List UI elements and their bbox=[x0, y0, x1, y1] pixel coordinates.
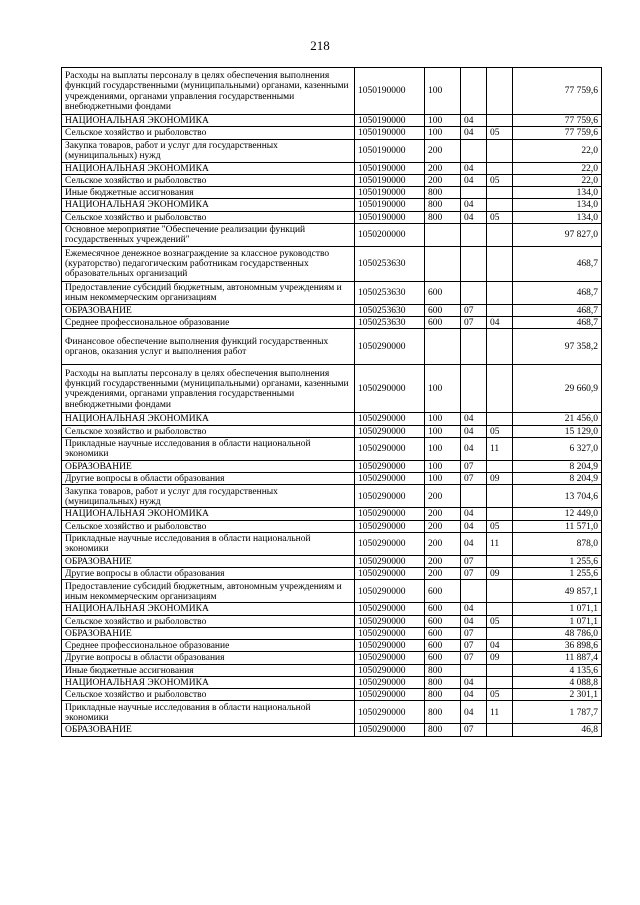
row-expense-type-cell: 800 bbox=[425, 664, 461, 676]
row-target-code-cell: 1050190000 bbox=[355, 187, 425, 199]
row-target-code-cell: 1050290000 bbox=[355, 724, 425, 736]
row-section-cell bbox=[461, 246, 487, 281]
row-section-cell: 07 bbox=[461, 627, 487, 639]
row-target-code-cell: 1050200000 bbox=[355, 223, 425, 246]
row-target-code-cell: 1050290000 bbox=[355, 580, 425, 603]
row-expense-type-cell: 600 bbox=[425, 281, 461, 304]
row-target-code-cell: 1050290000 bbox=[355, 532, 425, 555]
row-target-code-cell: 1050290000 bbox=[355, 520, 425, 532]
budget-table-body bbox=[62, 68, 602, 737]
row-section-cell: 04 bbox=[461, 689, 487, 701]
row-section-cell: 04 bbox=[461, 413, 487, 425]
row-target-code-cell: 1050190000 bbox=[355, 127, 425, 139]
row-name-cell: ОБРАЗОВАНИЕ bbox=[62, 555, 355, 567]
row-subsection-cell: 05 bbox=[487, 520, 513, 532]
row-amount-cell: 48 786,0 bbox=[513, 627, 602, 639]
row-subsection-cell bbox=[487, 603, 513, 615]
row-name-cell: Сельское хозяйство и рыболовство bbox=[62, 174, 355, 186]
row-name-cell: Сельское хозяйство и рыболовство bbox=[62, 615, 355, 627]
row-subsection-cell: 11 bbox=[487, 701, 513, 724]
row-subsection-cell bbox=[487, 246, 513, 281]
row-amount-cell: 468,7 bbox=[513, 304, 602, 316]
row-section-cell bbox=[461, 580, 487, 603]
table-row bbox=[62, 115, 602, 127]
row-expense-type-cell: 800 bbox=[425, 724, 461, 736]
row-section-cell: 04 bbox=[461, 127, 487, 139]
table-row bbox=[62, 329, 602, 365]
row-target-code-cell: 1050190000 bbox=[355, 162, 425, 174]
row-section-cell bbox=[461, 664, 487, 676]
row-section-cell: 04 bbox=[461, 532, 487, 555]
row-subsection-cell bbox=[487, 580, 513, 603]
row-subsection-cell bbox=[487, 413, 513, 425]
table-row bbox=[62, 627, 602, 639]
table-row bbox=[62, 615, 602, 627]
row-name-cell: Прикладные научные исследования в области национальной экономики bbox=[62, 532, 355, 555]
row-name-cell: Сельское хозяйство и рыболовство bbox=[62, 211, 355, 223]
row-section-cell: 07 bbox=[461, 304, 487, 316]
row-section-cell bbox=[461, 281, 487, 304]
row-target-code-cell: 1050290000 bbox=[355, 627, 425, 639]
row-name-cell: НАЦИОНАЛЬНАЯ ЭКОНОМИКА bbox=[62, 162, 355, 174]
row-name-cell: НАЦИОНАЛЬНАЯ ЭКОНОМИКА bbox=[62, 199, 355, 211]
row-name-cell: ОБРАЗОВАНИЕ bbox=[62, 627, 355, 639]
row-name-cell: ОБРАЗОВАНИЕ bbox=[62, 724, 355, 736]
table-row bbox=[62, 174, 602, 186]
row-name-cell: Расходы на выплаты персоналу в целях обеспечения выполнения функций государственными (муниципальными) органами, казенными учреждениями, органами управления государственными внебюджетными фондами bbox=[62, 68, 355, 115]
row-expense-type-cell bbox=[425, 246, 461, 281]
table-row bbox=[62, 317, 602, 329]
row-target-code-cell: 1050290000 bbox=[355, 365, 425, 413]
page-number: 218 bbox=[310, 38, 330, 53]
row-subsection-cell bbox=[487, 187, 513, 199]
row-expense-type-cell: 600 bbox=[425, 640, 461, 652]
row-name-cell: НАЦИОНАЛЬНАЯ ЭКОНОМИКА bbox=[62, 603, 355, 615]
row-target-code-cell: 1050290000 bbox=[355, 676, 425, 688]
row-amount-cell: 36 898,6 bbox=[513, 640, 602, 652]
row-section-cell: 04 bbox=[461, 508, 487, 520]
row-expense-type-cell: 600 bbox=[425, 603, 461, 615]
row-target-code-cell: 1050290000 bbox=[355, 603, 425, 615]
table-row bbox=[62, 640, 602, 652]
row-amount-cell: 134,0 bbox=[513, 187, 602, 199]
row-name-cell: НАЦИОНАЛЬНАЯ ЭКОНОМИКА bbox=[62, 508, 355, 520]
row-amount-cell: 49 857,1 bbox=[513, 580, 602, 603]
row-expense-type-cell: 600 bbox=[425, 615, 461, 627]
row-subsection-cell: 09 bbox=[487, 568, 513, 580]
table-row bbox=[62, 425, 602, 437]
table-row bbox=[62, 437, 602, 460]
table-row bbox=[62, 473, 602, 485]
row-target-code-cell: 1050253630 bbox=[355, 246, 425, 281]
row-name-cell: ОБРАЗОВАНИЕ bbox=[62, 304, 355, 316]
row-section-cell bbox=[461, 68, 487, 115]
row-section-cell bbox=[461, 139, 487, 162]
row-subsection-cell bbox=[487, 223, 513, 246]
table-row bbox=[62, 162, 602, 174]
row-amount-cell: 134,0 bbox=[513, 211, 602, 223]
row-amount-cell: 468,7 bbox=[513, 281, 602, 304]
row-expense-type-cell: 200 bbox=[425, 568, 461, 580]
row-name-cell: НАЦИОНАЛЬНАЯ ЭКОНОМИКА bbox=[62, 115, 355, 127]
row-expense-type-cell: 200 bbox=[425, 139, 461, 162]
row-section-cell bbox=[461, 365, 487, 413]
row-section-cell: 07 bbox=[461, 555, 487, 567]
row-name-cell: Другие вопросы в области образования bbox=[62, 568, 355, 580]
row-amount-cell: 77 759,6 bbox=[513, 115, 602, 127]
row-name-cell: Закупка товаров, работ и услуг для государственных (муниципальных) нужд bbox=[62, 485, 355, 508]
row-target-code-cell: 1050290000 bbox=[355, 640, 425, 652]
row-amount-cell: 1 255,6 bbox=[513, 555, 602, 567]
row-target-code-cell: 1050190000 bbox=[355, 199, 425, 211]
row-section-cell bbox=[461, 223, 487, 246]
row-amount-cell: 4 088,8 bbox=[513, 676, 602, 688]
row-subsection-cell bbox=[487, 304, 513, 316]
row-section-cell: 07 bbox=[461, 652, 487, 664]
row-name-cell: НАЦИОНАЛЬНАЯ ЭКОНОМИКА bbox=[62, 676, 355, 688]
row-expense-type-cell: 800 bbox=[425, 199, 461, 211]
row-amount-cell: 134,0 bbox=[513, 199, 602, 211]
row-section-cell: 04 bbox=[461, 676, 487, 688]
row-subsection-cell: 05 bbox=[487, 425, 513, 437]
row-amount-cell: 22,0 bbox=[513, 139, 602, 162]
row-subsection-cell bbox=[487, 724, 513, 736]
row-subsection-cell bbox=[487, 139, 513, 162]
table-row bbox=[62, 139, 602, 162]
row-amount-cell: 11 571,0 bbox=[513, 520, 602, 532]
row-name-cell: Среднее профессиональное образование bbox=[62, 640, 355, 652]
row-name-cell: Иные бюджетные ассигнования bbox=[62, 664, 355, 676]
row-subsection-cell: 09 bbox=[487, 473, 513, 485]
row-name-cell: Иные бюджетные ассигнования bbox=[62, 187, 355, 199]
row-amount-cell: 468,7 bbox=[513, 246, 602, 281]
row-expense-type-cell bbox=[425, 329, 461, 365]
row-subsection-cell: 04 bbox=[487, 317, 513, 329]
row-target-code-cell: 1050253630 bbox=[355, 304, 425, 316]
row-expense-type-cell: 100 bbox=[425, 437, 461, 460]
row-subsection-cell bbox=[487, 329, 513, 365]
table-row bbox=[62, 246, 602, 281]
row-section-cell: 07 bbox=[461, 317, 487, 329]
row-subsection-cell: 04 bbox=[487, 640, 513, 652]
row-expense-type-cell: 800 bbox=[425, 187, 461, 199]
table-row bbox=[62, 127, 602, 139]
row-subsection-cell bbox=[487, 68, 513, 115]
row-amount-cell: 1 787,7 bbox=[513, 701, 602, 724]
table-row bbox=[62, 555, 602, 567]
row-amount-cell: 11 887,4 bbox=[513, 652, 602, 664]
row-target-code-cell: 1050190000 bbox=[355, 211, 425, 223]
row-name-cell: НАЦИОНАЛЬНАЯ ЭКОНОМИКА bbox=[62, 413, 355, 425]
row-target-code-cell: 1050190000 bbox=[355, 174, 425, 186]
row-section-cell bbox=[461, 485, 487, 508]
table-row bbox=[62, 211, 602, 223]
table-row bbox=[62, 223, 602, 246]
table-row bbox=[62, 676, 602, 688]
row-expense-type-cell: 200 bbox=[425, 532, 461, 555]
row-expense-type-cell: 800 bbox=[425, 211, 461, 223]
row-target-code-cell: 1050290000 bbox=[355, 413, 425, 425]
row-section-cell: 04 bbox=[461, 615, 487, 627]
row-subsection-cell: 11 bbox=[487, 532, 513, 555]
row-expense-type-cell: 100 bbox=[425, 115, 461, 127]
row-expense-type-cell: 100 bbox=[425, 473, 461, 485]
row-amount-cell: 21 456,0 bbox=[513, 413, 602, 425]
table-row bbox=[62, 664, 602, 676]
row-expense-type-cell: 800 bbox=[425, 689, 461, 701]
row-name-cell: Сельское хозяйство и рыболовство bbox=[62, 689, 355, 701]
table-row bbox=[62, 701, 602, 724]
row-target-code-cell: 1050290000 bbox=[355, 329, 425, 365]
row-amount-cell: 77 759,6 bbox=[513, 127, 602, 139]
row-expense-type-cell: 200 bbox=[425, 162, 461, 174]
row-subsection-cell bbox=[487, 365, 513, 413]
row-subsection-cell bbox=[487, 676, 513, 688]
row-target-code-cell: 1050290000 bbox=[355, 652, 425, 664]
table-row bbox=[62, 568, 602, 580]
row-section-cell: 04 bbox=[461, 437, 487, 460]
row-expense-type-cell: 600 bbox=[425, 580, 461, 603]
row-expense-type-cell: 100 bbox=[425, 127, 461, 139]
row-subsection-cell: 11 bbox=[487, 437, 513, 460]
row-amount-cell: 4 135,6 bbox=[513, 664, 602, 676]
table-row bbox=[62, 199, 602, 211]
row-section-cell: 07 bbox=[461, 724, 487, 736]
row-section-cell: 04 bbox=[461, 174, 487, 186]
row-subsection-cell bbox=[487, 281, 513, 304]
row-target-code-cell: 1050253630 bbox=[355, 317, 425, 329]
table-row bbox=[62, 365, 602, 413]
row-expense-type-cell: 800 bbox=[425, 701, 461, 724]
row-name-cell: Сельское хозяйство и рыболовство bbox=[62, 425, 355, 437]
row-subsection-cell: 05 bbox=[487, 127, 513, 139]
row-expense-type-cell: 100 bbox=[425, 413, 461, 425]
row-amount-cell: 8 204,9 bbox=[513, 473, 602, 485]
row-target-code-cell: 1050290000 bbox=[355, 508, 425, 520]
row-section-cell: 04 bbox=[461, 603, 487, 615]
row-expense-type-cell: 800 bbox=[425, 676, 461, 688]
row-amount-cell: 29 660,9 bbox=[513, 365, 602, 413]
row-section-cell: 07 bbox=[461, 473, 487, 485]
row-name-cell: Среднее профессиональное образование bbox=[62, 317, 355, 329]
row-subsection-cell bbox=[487, 162, 513, 174]
row-expense-type-cell: 100 bbox=[425, 365, 461, 413]
table-row bbox=[62, 508, 602, 520]
row-target-code-cell: 1050290000 bbox=[355, 485, 425, 508]
row-subsection-cell: 09 bbox=[487, 652, 513, 664]
row-subsection-cell bbox=[487, 627, 513, 639]
row-amount-cell: 22,0 bbox=[513, 162, 602, 174]
table-row bbox=[62, 485, 602, 508]
row-target-code-cell: 1050290000 bbox=[355, 473, 425, 485]
row-section-cell: 04 bbox=[461, 199, 487, 211]
row-target-code-cell: 1050290000 bbox=[355, 701, 425, 724]
row-name-cell: Сельское хозяйство и рыболовство bbox=[62, 520, 355, 532]
row-section-cell: 04 bbox=[461, 115, 487, 127]
row-expense-type-cell: 600 bbox=[425, 304, 461, 316]
row-name-cell: Другие вопросы в области образования bbox=[62, 473, 355, 485]
row-name-cell: Другие вопросы в области образования bbox=[62, 652, 355, 664]
row-name-cell: Расходы на выплаты персоналу в целях обеспечения выполнения функций государственными (муниципальными) органами, казенными учреждениями, органами управления государственными внебюджетными фондами bbox=[62, 365, 355, 413]
row-subsection-cell bbox=[487, 508, 513, 520]
row-expense-type-cell: 600 bbox=[425, 627, 461, 639]
row-expense-type-cell: 100 bbox=[425, 460, 461, 472]
row-name-cell: Финансовое обеспечение выполнения функций государственных органов, оказания услуг и выполнения работ bbox=[62, 329, 355, 365]
row-subsection-cell bbox=[487, 555, 513, 567]
row-section-cell bbox=[461, 187, 487, 199]
row-name-cell: Прикладные научные исследования в области национальной экономики bbox=[62, 701, 355, 724]
row-subsection-cell bbox=[487, 664, 513, 676]
row-target-code-cell: 1050190000 bbox=[355, 115, 425, 127]
row-expense-type-cell: 200 bbox=[425, 520, 461, 532]
row-amount-cell: 46,8 bbox=[513, 724, 602, 736]
row-target-code-cell: 1050290000 bbox=[355, 460, 425, 472]
table-row bbox=[62, 689, 602, 701]
row-amount-cell: 1 255,6 bbox=[513, 568, 602, 580]
row-expense-type-cell: 200 bbox=[425, 555, 461, 567]
row-target-code-cell: 1050290000 bbox=[355, 615, 425, 627]
table-row bbox=[62, 460, 602, 472]
row-amount-cell: 13 704,6 bbox=[513, 485, 602, 508]
row-section-cell: 07 bbox=[461, 640, 487, 652]
table-row bbox=[62, 724, 602, 736]
row-amount-cell: 878,0 bbox=[513, 532, 602, 555]
row-target-code-cell: 1050253630 bbox=[355, 281, 425, 304]
row-target-code-cell: 1050290000 bbox=[355, 555, 425, 567]
row-subsection-cell bbox=[487, 460, 513, 472]
row-amount-cell: 6 327,0 bbox=[513, 437, 602, 460]
row-amount-cell: 97 358,2 bbox=[513, 329, 602, 365]
row-name-cell: Ежемесячное денежное вознаграждение за классное руководство (кураторство) педагогическим работникам государственных образовательных организаций bbox=[62, 246, 355, 281]
row-section-cell: 07 bbox=[461, 460, 487, 472]
row-section-cell: 04 bbox=[461, 520, 487, 532]
row-target-code-cell: 1050190000 bbox=[355, 68, 425, 115]
table-row bbox=[62, 603, 602, 615]
row-expense-type-cell: 200 bbox=[425, 485, 461, 508]
row-subsection-cell: 05 bbox=[487, 174, 513, 186]
row-amount-cell: 1 071,1 bbox=[513, 615, 602, 627]
row-expense-type-cell: 100 bbox=[425, 68, 461, 115]
row-target-code-cell: 1050290000 bbox=[355, 568, 425, 580]
row-amount-cell: 12 449,0 bbox=[513, 508, 602, 520]
row-expense-type-cell: 100 bbox=[425, 425, 461, 437]
row-amount-cell: 97 827,0 bbox=[513, 223, 602, 246]
table-row bbox=[62, 304, 602, 316]
row-amount-cell: 8 204,9 bbox=[513, 460, 602, 472]
row-section-cell: 04 bbox=[461, 701, 487, 724]
row-expense-type-cell: 200 bbox=[425, 508, 461, 520]
row-section-cell bbox=[461, 329, 487, 365]
row-name-cell: Прикладные научные исследования в области национальной экономики bbox=[62, 437, 355, 460]
table-row bbox=[62, 413, 602, 425]
table-row bbox=[62, 68, 602, 115]
row-target-code-cell: 1050290000 bbox=[355, 689, 425, 701]
row-subsection-cell bbox=[487, 115, 513, 127]
table-row bbox=[62, 652, 602, 664]
row-expense-type-cell: 600 bbox=[425, 317, 461, 329]
row-amount-cell: 77 759,6 bbox=[513, 68, 602, 115]
row-section-cell: 07 bbox=[461, 568, 487, 580]
row-expense-type-cell: 600 bbox=[425, 652, 461, 664]
row-amount-cell: 15 129,0 bbox=[513, 425, 602, 437]
row-target-code-cell: 1050290000 bbox=[355, 437, 425, 460]
row-amount-cell: 2 301,1 bbox=[513, 689, 602, 701]
row-amount-cell: 468,7 bbox=[513, 317, 602, 329]
row-expense-type-cell bbox=[425, 223, 461, 246]
row-subsection-cell: 05 bbox=[487, 211, 513, 223]
row-target-code-cell: 1050190000 bbox=[355, 139, 425, 162]
row-name-cell: Предоставление субсидий бюджетным, автономным учреждениям и иным некоммерческим организациям bbox=[62, 281, 355, 304]
row-subsection-cell: 05 bbox=[487, 689, 513, 701]
row-name-cell: ОБРАЗОВАНИЕ bbox=[62, 460, 355, 472]
budget-table bbox=[61, 67, 602, 737]
table-row bbox=[62, 580, 602, 603]
row-target-code-cell: 1050290000 bbox=[355, 425, 425, 437]
row-amount-cell: 22,0 bbox=[513, 174, 602, 186]
row-expense-type-cell: 200 bbox=[425, 174, 461, 186]
row-section-cell: 04 bbox=[461, 162, 487, 174]
table-row bbox=[62, 281, 602, 304]
row-target-code-cell: 1050290000 bbox=[355, 664, 425, 676]
row-name-cell: Предоставление субсидий бюджетным, автономным учреждениям и иным некоммерческим организациям bbox=[62, 580, 355, 603]
row-subsection-cell bbox=[487, 199, 513, 211]
table-row bbox=[62, 532, 602, 555]
row-section-cell: 04 bbox=[461, 211, 487, 223]
row-name-cell: Закупка товаров, работ и услуг для государственных (муниципальных) нужд bbox=[62, 139, 355, 162]
row-amount-cell: 1 071,1 bbox=[513, 603, 602, 615]
row-name-cell: Основное мероприятие "Обеспечение реализации функций государственных учреждений" bbox=[62, 223, 355, 246]
table-row bbox=[62, 187, 602, 199]
row-section-cell: 04 bbox=[461, 425, 487, 437]
table-row bbox=[62, 520, 602, 532]
row-subsection-cell bbox=[487, 485, 513, 508]
row-name-cell: Сельское хозяйство и рыболовство bbox=[62, 127, 355, 139]
row-subsection-cell: 05 bbox=[487, 615, 513, 627]
